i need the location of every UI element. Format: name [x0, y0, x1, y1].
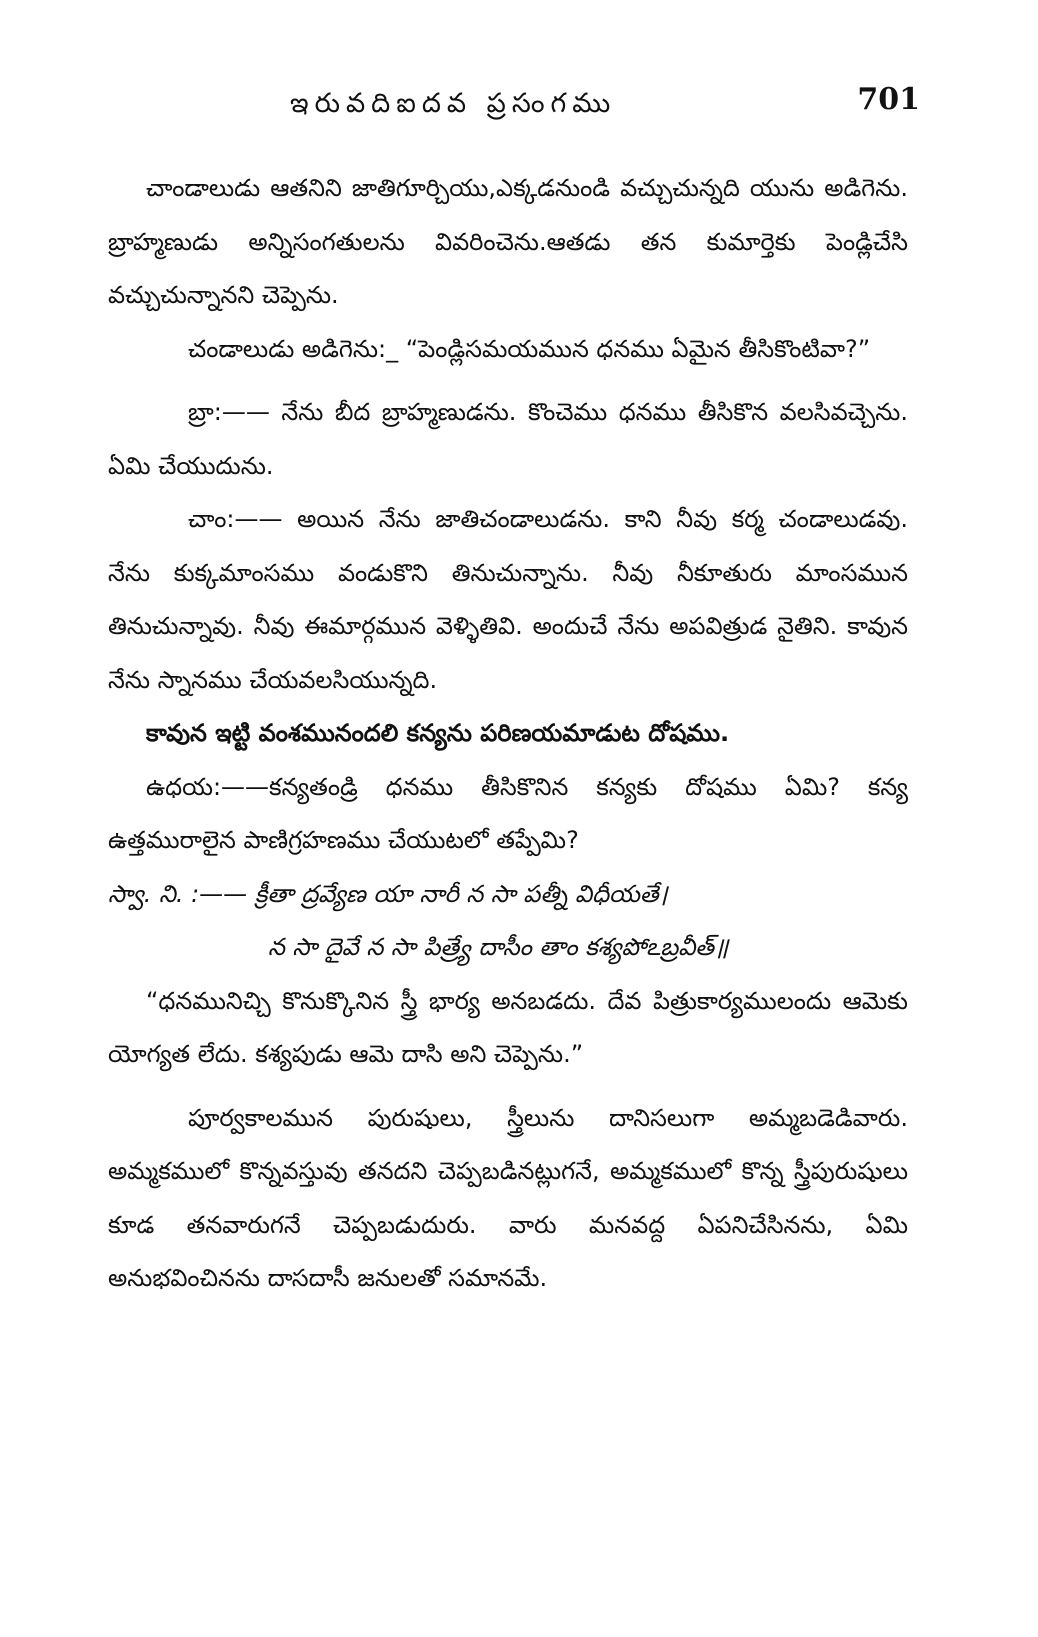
- page-body: [108, 162, 908, 1306]
- verse-line-1: [108, 868, 908, 922]
- paragraph-conclusion: కావున ఇట్టి వంశమునందలి కన్యను పరిణయమాడుట దోషము.: [146, 719, 730, 747]
- verse-line-2: న సా దైవే న సా పిత్ర్యే దాసీం తాం కశ్యపోఽబ్రవీత్॥: [268, 933, 729, 961]
- paragraph-chandala-asks: చాండాలుడు ఆతనిని జాతిగూర్చియు,ఎక్కడనుండి వచ్చుచున్నది యును అడిగెను. బ్రాహ్మణుడు అన్నిసంగతులను వివరించెను.ఆతడు తన కుమార్తెకు పెండ్లిచేసి వచ్చుచున్నానని చెప్పెను.: [108, 174, 908, 309]
- running-title: ఇరువదిఐదవ ప్రసంగము: [290, 88, 617, 119]
- paragraph-translation: “ధనమునిచ్చి కొనుక్కొనిన స్త్రీ భార్య అనబడదు. దేవ పిత్రుకార్యములందు ఆమెకు యోగ్యత లేదు. కశ్యపుడు ఆమె దాసి అని చెప్పెను.”: [108, 986, 908, 1068]
- paragraph-closing: పూర్వకాలమున పురుషులు, స్త్రీలును దానిసలుగా అమ్మబడెడివారు. అమ్మకములో కొన్నవస్తువు తనదని చెప్పబడినట్లుగనే, అమ్మకములో కొన్న స్త్రీపురుషులు కూడ తనవారుగనే చెప్పబడుదురు. వారు మనవద్ద ఏపనిచేసినను, ఏమి అనుభవించినను దాసదాసీ జనులతో సమానమే.: [108, 1103, 908, 1292]
- paragraph-chandala-reply: చాం:—— అయిన నేను జాతిచండాలుడను. కాని నీవు కర్మ చండాలుడవు. నేను కుక్కమాంసము వండుకొని తినుచున్నాను. నీవు నీకూతురు మాంసమున తినుచున్నావు. నీవు ఈమార్గమున వెళ్ళితివి. అందుచే నేను అపవిత్రుడ నైతిని. కావున నేను స్నానము చేయవలసియున్నది.: [108, 505, 908, 694]
- page-header: [0, 82, 1038, 138]
- verse-prefix: స్వా. ని. :——: [108, 879, 248, 908]
- paragraph-brahmin-reply: బ్రా:—— నేను బీద బ్రాహ్మణుడను. కొంచెము ధనము తీసికొన వలసివచ్చెను. ఏమి చేయుదును.: [108, 398, 908, 480]
- paragraph-question: ఉధయ:——కన్యతండ్రి ధనము తీసికొనిన కన్యకు దోషము ఏమి? కన్య ఉత్తమురాలైన పాణిగ్రహణము చేయుటలో తప్పేమి?: [108, 772, 908, 854]
- paragraph-wedding-question: చండాలుడు అడిగెను:_ “పెండ్లిసమయమున ధనము ఏమైన తీసికొంటివా?”: [188, 334, 871, 363]
- verse-text-1: క్రీతా ద్రవ్యేణ యా నారీ న సా పత్నీ విధీయతే।: [254, 879, 668, 908]
- page-number: 701: [857, 82, 920, 117]
